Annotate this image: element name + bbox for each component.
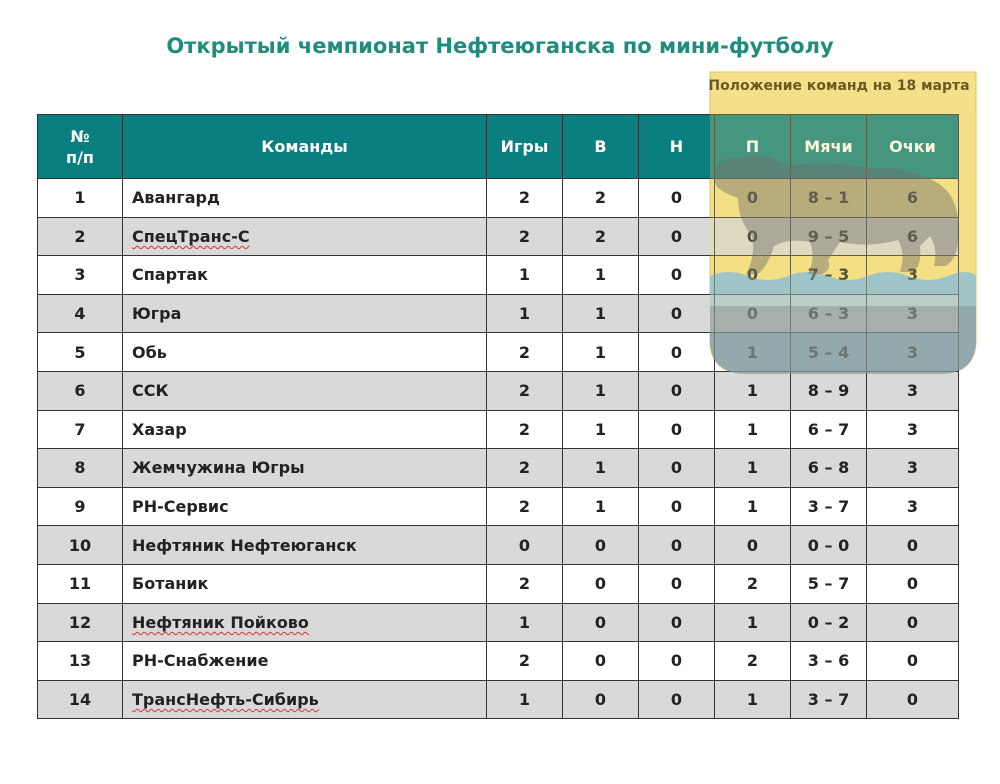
cell-points: 6 (867, 179, 959, 218)
header-games: Игры (487, 115, 563, 179)
standings-date-label: Положение команд на 18 марта (708, 78, 970, 94)
cell-team: РН-Снабжение (123, 642, 487, 681)
cell-points: 3 (867, 410, 959, 449)
header-goals: Мячи (791, 115, 867, 179)
cell-draws: 0 (639, 603, 715, 642)
cell-goals: 3 – 6 (791, 642, 867, 681)
table-row (38, 487, 959, 526)
cell-team: Спартак (123, 256, 487, 295)
cell-losses: 2 (715, 642, 791, 681)
cell-goals: 6 – 8 (791, 449, 867, 488)
cell-games: 0 (487, 526, 563, 565)
cell-draws: 0 (639, 680, 715, 719)
cell-losses: 0 (715, 179, 791, 218)
cell-team: Обь (123, 333, 487, 372)
cell-games: 2 (487, 410, 563, 449)
cell-num: 1 (38, 179, 123, 218)
table-row (38, 256, 959, 295)
cell-wins: 0 (563, 526, 639, 565)
cell-losses: 0 (715, 526, 791, 565)
cell-wins: 2 (563, 179, 639, 218)
header-wins: В (563, 115, 639, 179)
cell-points: 3 (867, 449, 959, 488)
cell-wins: 1 (563, 410, 639, 449)
standings-table (37, 114, 959, 719)
cell-draws: 0 (639, 371, 715, 410)
table-row (38, 526, 959, 565)
cell-num: 4 (38, 294, 123, 333)
cell-points: 3 (867, 371, 959, 410)
cell-draws: 0 (639, 410, 715, 449)
cell-games: 2 (487, 217, 563, 256)
table-row (38, 410, 959, 449)
cell-points: 0 (867, 526, 959, 565)
cell-goals: 6 – 3 (791, 294, 867, 333)
cell-losses: 2 (715, 564, 791, 603)
cell-goals: 0 – 0 (791, 526, 867, 565)
cell-team: ССК (123, 371, 487, 410)
table-row (38, 564, 959, 603)
page-title: Открытый чемпионат Нефтеюганска по мини-футболу (166, 34, 834, 58)
cell-points: 0 (867, 603, 959, 642)
cell-games: 2 (487, 487, 563, 526)
cell-num: 8 (38, 449, 123, 488)
cell-games: 1 (487, 680, 563, 719)
table-row (38, 179, 959, 218)
cell-losses: 1 (715, 410, 791, 449)
table-row (38, 333, 959, 372)
header-team: Команды (123, 115, 487, 179)
cell-losses: 1 (715, 603, 791, 642)
cell-games: 2 (487, 564, 563, 603)
cell-wins: 1 (563, 333, 639, 372)
cell-points: 3 (867, 487, 959, 526)
cell-draws: 0 (639, 256, 715, 295)
cell-games: 2 (487, 642, 563, 681)
table-row (38, 371, 959, 410)
cell-num: 7 (38, 410, 123, 449)
header-number: № п/п (38, 115, 123, 179)
cell-wins: 0 (563, 564, 639, 603)
cell-losses: 1 (715, 487, 791, 526)
cell-wins: 0 (563, 603, 639, 642)
cell-draws: 0 (639, 526, 715, 565)
cell-num: 12 (38, 603, 123, 642)
cell-team: Нефтяник Пойково (123, 603, 487, 642)
cell-draws: 0 (639, 333, 715, 372)
cell-draws: 0 (639, 642, 715, 681)
cell-wins: 2 (563, 217, 639, 256)
header-draws: Н (639, 115, 715, 179)
cell-goals: 5 – 7 (791, 564, 867, 603)
cell-num: 14 (38, 680, 123, 719)
cell-goals: 6 – 7 (791, 410, 867, 449)
cell-draws: 0 (639, 564, 715, 603)
cell-losses: 0 (715, 217, 791, 256)
cell-team: Югра (123, 294, 487, 333)
cell-team: Нефтяник Нефтеюганск (123, 526, 487, 565)
cell-team: Авангард (123, 179, 487, 218)
cell-wins: 0 (563, 642, 639, 681)
cell-num: 2 (38, 217, 123, 256)
cell-points: 0 (867, 564, 959, 603)
cell-goals: 0 – 2 (791, 603, 867, 642)
table-row (38, 642, 959, 681)
cell-goals: 8 – 1 (791, 179, 867, 218)
cell-goals: 9 – 5 (791, 217, 867, 256)
cell-points: 0 (867, 642, 959, 681)
cell-goals: 5 – 4 (791, 333, 867, 372)
cell-games: 1 (487, 256, 563, 295)
cell-num: 6 (38, 371, 123, 410)
cell-team: Хазар (123, 410, 487, 449)
cell-losses: 1 (715, 371, 791, 410)
header-losses: П (715, 115, 791, 179)
table-header-row (38, 115, 959, 179)
cell-points: 3 (867, 256, 959, 295)
cell-team: Жемчужина Югры (123, 449, 487, 488)
cell-wins: 0 (563, 680, 639, 719)
table-row (38, 294, 959, 333)
cell-losses: 1 (715, 680, 791, 719)
cell-team: СпецТранс-С (123, 217, 487, 256)
cell-games: 1 (487, 294, 563, 333)
cell-goals: 7 – 3 (791, 256, 867, 295)
table-row (38, 217, 959, 256)
cell-wins: 1 (563, 449, 639, 488)
cell-games: 1 (487, 603, 563, 642)
cell-num: 3 (38, 256, 123, 295)
cell-points: 3 (867, 333, 959, 372)
header-points: Очки (867, 115, 959, 179)
cell-num: 9 (38, 487, 123, 526)
cell-team: ТрансНефть-Сибирь (123, 680, 487, 719)
cell-num: 10 (38, 526, 123, 565)
cell-num: 13 (38, 642, 123, 681)
cell-losses: 0 (715, 294, 791, 333)
cell-goals: 3 – 7 (791, 680, 867, 719)
cell-draws: 0 (639, 217, 715, 256)
cell-team: Ботаник (123, 564, 487, 603)
cell-team: РН-Сервис (123, 487, 487, 526)
cell-games: 2 (487, 333, 563, 372)
cell-draws: 0 (639, 487, 715, 526)
table-row (38, 603, 959, 642)
cell-losses: 0 (715, 256, 791, 295)
cell-draws: 0 (639, 449, 715, 488)
cell-wins: 1 (563, 371, 639, 410)
cell-goals: 8 – 9 (791, 371, 867, 410)
cell-games: 2 (487, 371, 563, 410)
cell-wins: 1 (563, 256, 639, 295)
cell-draws: 0 (639, 179, 715, 218)
cell-wins: 1 (563, 294, 639, 333)
cell-draws: 0 (639, 294, 715, 333)
cell-num: 5 (38, 333, 123, 372)
cell-losses: 1 (715, 449, 791, 488)
table-row (38, 449, 959, 488)
cell-wins: 1 (563, 487, 639, 526)
cell-points: 3 (867, 294, 959, 333)
cell-points: 0 (867, 680, 959, 719)
cell-games: 2 (487, 449, 563, 488)
cell-losses: 1 (715, 333, 791, 372)
table-row (38, 680, 959, 719)
cell-num: 11 (38, 564, 123, 603)
cell-points: 6 (867, 217, 959, 256)
cell-goals: 3 – 7 (791, 487, 867, 526)
cell-games: 2 (487, 179, 563, 218)
